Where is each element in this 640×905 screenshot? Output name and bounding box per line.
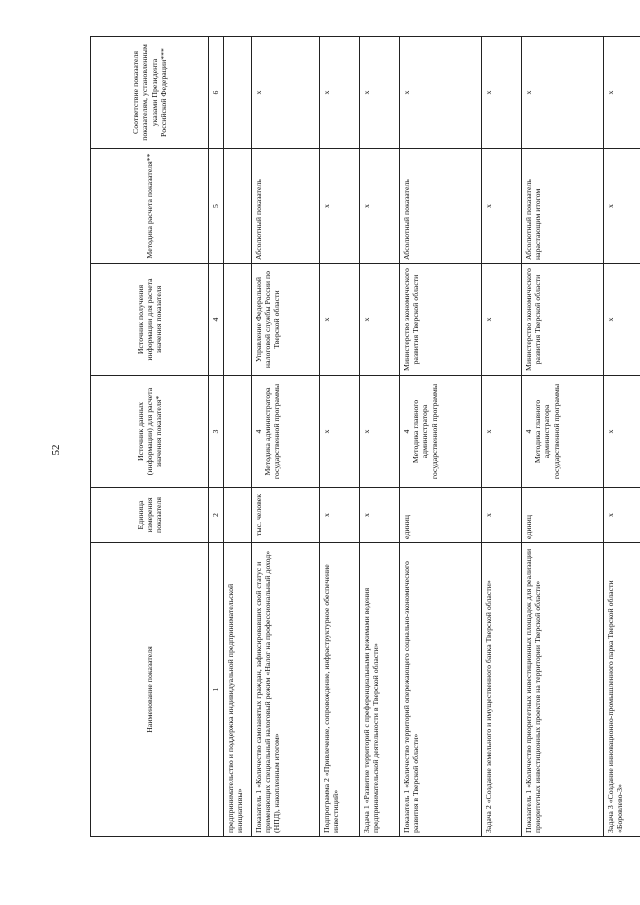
table-cell: единиц bbox=[400, 488, 482, 543]
table-cell bbox=[224, 376, 252, 488]
table-row bbox=[400, 37, 482, 837]
table-cell: х bbox=[482, 264, 522, 376]
table-row bbox=[252, 37, 320, 837]
table-cell: х bbox=[400, 37, 482, 149]
table-wrapper bbox=[90, 37, 634, 837]
header-compliance: Соответствие показателя показателям, установленным указами Президента Российской Федерации*** bbox=[91, 37, 209, 149]
table-cell: Управление Федеральной налоговой службы России по Тверской области bbox=[252, 264, 320, 376]
table-cell: х bbox=[360, 264, 400, 376]
table-cell: тыс. человек bbox=[252, 488, 320, 543]
page-number: 52 bbox=[50, 444, 62, 456]
header-name: Наименование показателя bbox=[91, 543, 209, 837]
table-cell: х bbox=[360, 149, 400, 264]
table-cell: х bbox=[320, 149, 360, 264]
table-cell: х bbox=[482, 37, 522, 149]
table-cell: Задача 2 «Создание земельного и имущественного банка Тверской области» bbox=[482, 543, 522, 837]
table-cell: 4 Методика главного администратора государственной программы bbox=[522, 376, 604, 488]
table-cell: Абсолютный показатель нарастающим итогом bbox=[522, 149, 604, 264]
table-cell: Задача 3 «Создание инновационно-промышленного парка Тверской области «Боровлево-3» bbox=[604, 543, 640, 837]
table-cell: х bbox=[360, 488, 400, 543]
table-cell: х bbox=[320, 264, 360, 376]
rotated-table-frame bbox=[90, 37, 634, 837]
table-cell: 4 Методика главного администратора государственной программы bbox=[400, 376, 482, 488]
table-cell: 4 Методика администратора государственной программы bbox=[252, 376, 320, 488]
table-cell: Задача 1 «Развитие территорий с преференциальными режимами ведения предпринимательской деятельности в Тверской области» bbox=[360, 543, 400, 837]
column-number: 4 bbox=[209, 264, 224, 376]
column-number: 2 bbox=[209, 488, 224, 543]
table-cell bbox=[224, 264, 252, 376]
table-cell: х bbox=[522, 37, 604, 149]
table-cell: х bbox=[604, 376, 640, 488]
header-data-source: Источник данных (информации) для расчета значения показателя* bbox=[91, 376, 209, 488]
table-cell: Показатель 1 «Количество самозанятых граждан, зафиксировавших свой статус и применяющих специальный налоговый режим «Налог на профессиональный доход» (НПД), накопленным итогом» bbox=[252, 543, 320, 837]
table-cell: х bbox=[604, 264, 640, 376]
column-number: 3 bbox=[209, 376, 224, 488]
table-cell: Показатель 1 «Количество территорий опережающего социально-экономического развития в Тверской области» bbox=[400, 543, 482, 837]
table-cell: х bbox=[604, 37, 640, 149]
table-cell: Министерство экономического развития Тверской области bbox=[522, 264, 604, 376]
table-cell: единиц bbox=[522, 488, 604, 543]
table-cell bbox=[224, 488, 252, 543]
table-cell: х bbox=[604, 149, 640, 264]
table-cell: х bbox=[360, 376, 400, 488]
header-method: Методика расчета показателя** bbox=[91, 149, 209, 264]
table-cell: Показатель 1 «Количество приоритетных инвестиционных площадок для реализации приоритетных инвестиционных проектов на территории Тверской области» bbox=[522, 543, 604, 837]
table-cell: Подпрограмма 2 «Привлечение, сопровождение, инфраструктурное обеспечение инвестиций» bbox=[320, 543, 360, 837]
column-number-row bbox=[209, 37, 224, 837]
header-info-source: Источник получения информации для расчета значения показателя bbox=[91, 264, 209, 376]
table-row bbox=[320, 37, 360, 837]
table-cell: х bbox=[252, 37, 320, 149]
table-row bbox=[482, 37, 522, 837]
column-number: 1 bbox=[209, 543, 224, 837]
table-cell: х bbox=[320, 488, 360, 543]
table-row bbox=[224, 37, 252, 837]
table-cell: х bbox=[482, 376, 522, 488]
table-cell: х bbox=[604, 488, 640, 543]
table-cell: Министерство экономического развития Тверской области bbox=[400, 264, 482, 376]
table-cell: х bbox=[320, 37, 360, 149]
column-number: 6 bbox=[209, 37, 224, 149]
indicator-table bbox=[90, 36, 640, 837]
table-row bbox=[522, 37, 604, 837]
table-cell: х bbox=[320, 376, 360, 488]
table-cell: предпринимательство и поддержка индивидуальной предпринимательской инициативы» bbox=[224, 543, 252, 837]
header-unit: Единица измерения показателя bbox=[91, 488, 209, 543]
header-row bbox=[91, 37, 209, 837]
table-row bbox=[360, 37, 400, 837]
table-cell: Абсолютный показатель bbox=[252, 149, 320, 264]
table-row bbox=[604, 37, 640, 837]
table-cell: х bbox=[360, 37, 400, 149]
table-cell: х bbox=[482, 149, 522, 264]
column-number: 5 bbox=[209, 149, 224, 264]
table-cell bbox=[224, 149, 252, 264]
table-cell: х bbox=[482, 488, 522, 543]
table-cell: Абсолютный показатель bbox=[400, 149, 482, 264]
table-cell bbox=[224, 37, 252, 149]
